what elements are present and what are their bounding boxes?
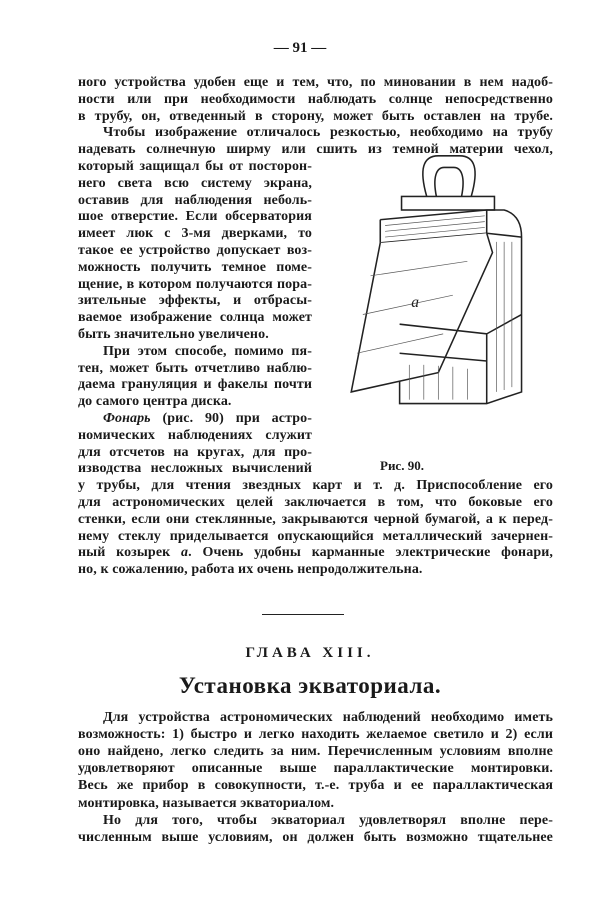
figure-caption: Рис. 90. — [380, 458, 424, 473]
line-text: оно найдено, легко следить за ним. Перечисленным условиям вполне — [78, 744, 553, 760]
line-text: который защищал бы от посторон- — [78, 159, 312, 174]
line-text: для астрономических целей заключается в том, что боковые его — [78, 495, 553, 510]
line-text: шое отверстие. Если обсерватория — [78, 209, 312, 225]
line-text: возможность: 1) быстро и легко находить желаемое светило и 2) если — [78, 727, 553, 743]
line-text: оставив для наблюдения неболь- — [78, 192, 312, 208]
text-line — [78, 796, 553, 812]
line-text: номических наблюдениях служит — [78, 427, 312, 443]
text-line — [78, 744, 553, 760]
line-text: ности или при необходимости наблюдать солнце непосредственно — [78, 91, 553, 107]
text-line — [78, 478, 553, 494]
line-text: быть значительно увеличено. — [78, 327, 269, 342]
text-line — [78, 428, 312, 444]
text-line — [78, 75, 553, 91]
text-line — [78, 226, 312, 242]
text-line — [78, 529, 553, 545]
text-line — [78, 109, 553, 125]
text-line — [78, 495, 553, 511]
line-text: (рис. 90) при астро- — [150, 411, 312, 426]
text-line — [78, 461, 312, 477]
text-line — [78, 761, 553, 777]
text-line — [78, 813, 553, 829]
text-line — [78, 445, 312, 461]
line-text: монтировка, называется экваториалом. — [78, 795, 335, 811]
figure-label-a: a — [411, 293, 419, 311]
line-text: тен, может быть отчетливо наблю- — [78, 360, 312, 376]
line-text: Чтобы изображение отличалось резкостью, необходимо на трубу — [103, 125, 553, 141]
line-text: щение, в котором получаются пора- — [78, 276, 312, 292]
text-line — [78, 125, 553, 141]
text-line — [78, 545, 553, 561]
text-line — [78, 209, 312, 225]
line-text: для отсчетов на кругах, для про- — [78, 444, 312, 460]
line-text: него света всю систему экрана, — [78, 175, 312, 191]
text-line — [78, 512, 553, 528]
line-text: стенки, если они стеклянные, закрываются черной бумагой, а к перед- — [78, 511, 553, 527]
text-line — [78, 727, 553, 743]
line-text: у трубы, для чтения звездных карт и т. д. Приспособление его — [78, 478, 553, 494]
text-line — [78, 193, 312, 209]
line-text: . Очень удобны карманные электрические фонари, — [188, 545, 553, 561]
line-text: ный козырек — [78, 545, 182, 561]
text-line — [78, 243, 312, 259]
line-text: Для устройства астрономических наблюдений необходимо иметь — [103, 710, 553, 725]
text-line — [78, 830, 553, 846]
line-text: такое ее устройство допускает воз- — [78, 243, 312, 258]
text-line — [78, 176, 312, 192]
section-divider — [262, 614, 344, 615]
line-text: имеет люк с 3-мя дверками, то — [78, 226, 312, 242]
line-text: ваемое изображение солнца может — [78, 310, 312, 326]
text-line — [78, 293, 312, 309]
text-line — [78, 778, 553, 794]
italic-term: Фонарь — [103, 411, 151, 426]
text-line — [78, 344, 312, 360]
line-text: удовлетворяют описанные выше параллактические монтировки. — [78, 761, 553, 777]
chapter-heading: ГЛАВА XIII. — [245, 645, 375, 661]
line-text: изводства несложных вычислений — [78, 461, 312, 477]
line-text: зительные эффекты, и отбрасы- — [78, 293, 312, 309]
text-line — [78, 377, 312, 393]
text-line — [78, 159, 312, 175]
line-text: численным выше условиям, он должен быть возможно тщательнее — [78, 829, 553, 845]
text-line — [78, 411, 312, 427]
text-line — [78, 394, 312, 410]
line-text: Весь же прибор в совокупности, т.-е. труба и ее параллактическая — [78, 778, 553, 794]
line-text: При этом способе, помимо пя- — [103, 343, 312, 359]
text-line — [78, 310, 312, 326]
text-line — [78, 710, 553, 726]
line-text: ного устройства удобен еще и тем, что, по миновании в нем надоб- — [78, 75, 553, 90]
line-text: в трубу, он, отведенный в сторону, может быть оставлен на трубе. — [78, 108, 553, 124]
italic-term: a — [181, 545, 189, 561]
chapter-title: Установка экваториала. — [178, 673, 442, 698]
page-number: — 91 — — [273, 40, 327, 56]
line-text: но, к сожалению, работа их очень непродолжительна. — [78, 562, 423, 578]
text-line — [78, 327, 312, 343]
line-text: можность получить темное поме- — [78, 259, 312, 275]
text-line — [78, 277, 312, 293]
line-text: до самого центра диска. — [78, 394, 232, 410]
text-line — [78, 361, 312, 377]
line-text: Но для того, чтобы экваториал удовлетворял вполне пере- — [103, 812, 553, 828]
line-text: даема грануляция и факелы почти — [78, 377, 312, 393]
line-text: нему стеклу приделывается опускающийся металлический зачернен- — [78, 528, 553, 544]
line-text: надевать солнечную ширму или сшить из темной материи чехол, — [78, 142, 553, 158]
text-line — [78, 92, 553, 108]
text-line — [78, 260, 312, 276]
lantern-illustration — [338, 150, 558, 450]
lantern-handle — [423, 156, 475, 197]
text-line — [78, 562, 553, 578]
